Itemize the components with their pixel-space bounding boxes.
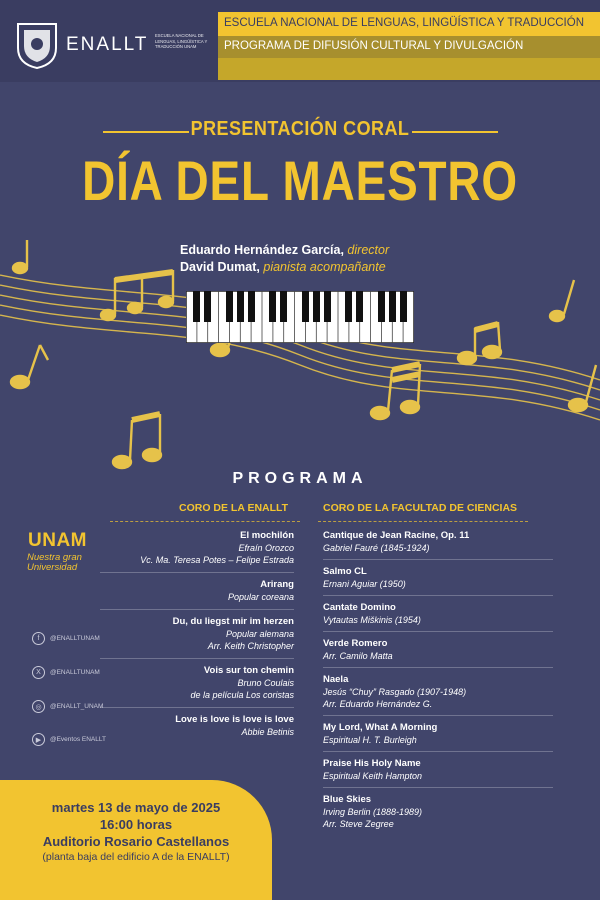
piano-keyboard-icon (186, 291, 414, 343)
list-item: Praise His Holy Name Espiritual Keith Hampton (323, 758, 423, 781)
event-info (0, 780, 272, 900)
brand-name: ENALLT (66, 34, 149, 55)
left-column-heading: CORO DE LA ENALLT (179, 502, 289, 514)
unam-slogan: Nuestra gran Universidad (27, 552, 82, 573)
right-column-divider (318, 521, 528, 522)
presentation-title: PRESENTACIÓN CORAL (190, 118, 410, 140)
list-item: Blue Skies Irving Berlin (1888-1989) Arr. Steve Zegree (323, 794, 423, 829)
social-instagram[interactable]: ◎ @ENALLT_UNAM (32, 700, 103, 713)
list-item: Arirang Popular coreana (227, 579, 294, 602)
social-youtube[interactable]: ▶ @Eventos ENALLT (32, 733, 106, 746)
program-bar: PROGRAMA DE DIFUSIÓN CULTURAL Y DIVULGACIÓN (218, 36, 600, 58)
list-item: Du, du liegst mir im herzen Popular alemana Arr. Keith Christopher (172, 616, 294, 651)
list-item: Naela Jesús “Chuy” Rasgado (1907-1948) Arr. Eduardo Hernández G. (323, 674, 467, 709)
unam-logo: UNAM (28, 530, 87, 551)
institution-bar: ESCUELA NACIONAL DE LENGUAS, LINGÜÍSTICA Y TRADUCCIÓN (218, 12, 600, 36)
list-item: El mochilón Efraín Orozco Vc. Ma. Teresa Potes – Felipe Estrada (140, 530, 294, 565)
event-location: (planta baja del edificio A de la ENALLT) (42, 851, 230, 863)
youtube-icon: ▶ (32, 733, 45, 746)
left-column-divider (110, 521, 300, 522)
list-item: Love is love is love is love Abbie Betinis (175, 714, 294, 737)
performer-director: Eduardo Hernández García, director (180, 243, 390, 257)
right-column-heading: CORO DE LA FACULTAD DE CIENCIAS (323, 502, 518, 514)
performer-pianist: David Dumat, pianista acompañante (180, 260, 386, 274)
list-item: My Lord, What A Morning Espiritual H. T. Burleigh (323, 722, 438, 745)
brand-subtitle: ESCUELA NACIONAL DE LENGUAS, LINGÜÍSTICA Y TRADUCCIÓN UNAM (155, 33, 208, 50)
programa-heading: PROGRAMA (232, 470, 368, 487)
facebook-icon: f (32, 632, 45, 645)
x-icon: X (32, 666, 45, 679)
unam-shield-icon (14, 20, 60, 70)
performers (180, 242, 440, 276)
list-item: Cantique de Jean Racine, Op. 11 Gabriel Fauré (1845-1924) (323, 530, 470, 553)
list-item: Cantate Domino Vytautas Miškinis (1954) (323, 602, 421, 625)
left-column (100, 530, 294, 738)
decorative-bar (218, 58, 600, 80)
event-time: 16:00 horas (99, 817, 173, 832)
main-title: DÍA DEL MAESTRO (82, 149, 518, 212)
social-facebook[interactable]: f @ENALLTUNAM (32, 632, 100, 645)
list-item: Salmo CL Ernani Aguiar (1950) (323, 566, 406, 589)
right-column (323, 530, 553, 830)
list-item: Verde Romero Arr. Camilo Matta (323, 638, 393, 661)
list-item: Vois sur ton chemin Bruno Coulais de la película Los coristas (190, 665, 294, 700)
event-venue: Auditorio Rosario Castellanos (42, 834, 230, 849)
event-date: martes 13 de mayo de 2025 (51, 800, 221, 815)
instagram-icon: ◎ (32, 700, 45, 713)
social-x[interactable]: X @ENALLTUNAM (32, 666, 100, 679)
